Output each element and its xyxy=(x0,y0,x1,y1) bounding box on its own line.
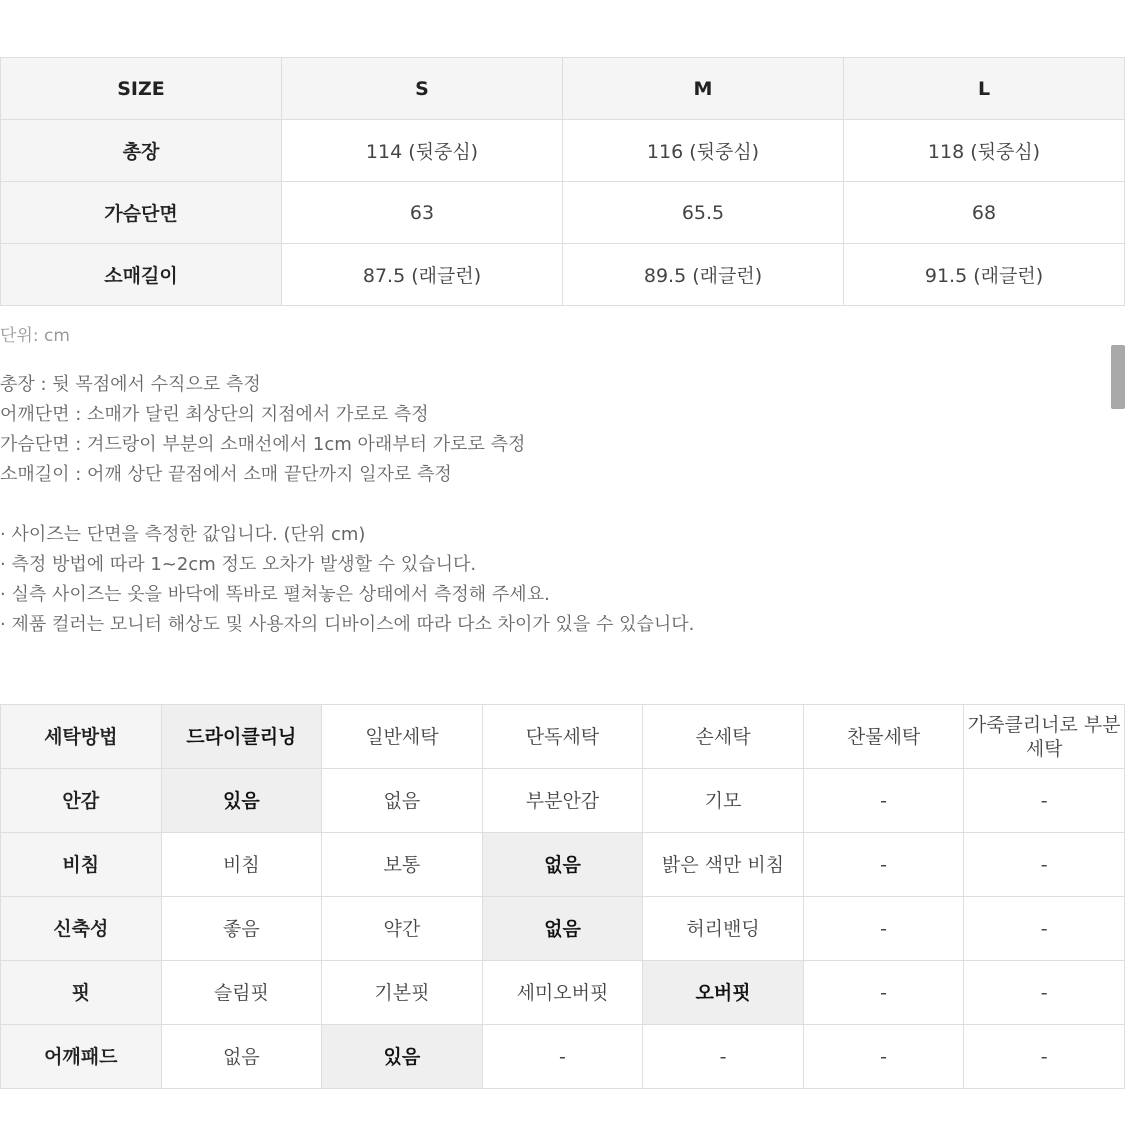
size-table-cell: 91.5 (래글런) xyxy=(844,244,1125,306)
unit-note: 단위: cm xyxy=(0,326,70,346)
care-option-selected: 없음 xyxy=(482,833,643,897)
care-option: 비침 xyxy=(161,833,322,897)
care-option: 세미오버핏 xyxy=(482,961,643,1025)
care-row-label: 세탁방법 xyxy=(1,705,162,769)
size-notes xyxy=(0,520,694,640)
care-option: - xyxy=(803,961,964,1025)
care-option-selected: 있음 xyxy=(161,769,322,833)
size-note: · 실측 사이즈는 옷을 바닥에 똑바로 펼쳐놓은 상태에서 측정해 주세요. xyxy=(0,584,550,605)
care-option: - xyxy=(964,833,1125,897)
measurement-note: 어깨단면 : 소매가 달린 최상단의 지점에서 가로로 측정 xyxy=(0,404,429,425)
size-table-cell: 114 (뒷중심) xyxy=(282,120,563,182)
size-table-header-cell: M xyxy=(563,58,844,120)
care-option-selected: 드라이클리닝 xyxy=(161,705,322,769)
care-row-label: 신축성 xyxy=(1,897,162,961)
care-option: 밝은 색만 비침 xyxy=(643,833,804,897)
care-option: 슬림핏 xyxy=(161,961,322,1025)
care-table-row xyxy=(1,833,1125,897)
care-table-row xyxy=(1,1025,1125,1089)
care-row-label: 어깨패드 xyxy=(1,1025,162,1089)
size-table-header-row xyxy=(1,58,1125,120)
care-option: 없음 xyxy=(322,769,483,833)
size-table-header-cell: L xyxy=(844,58,1125,120)
care-option: 기모 xyxy=(643,769,804,833)
care-option: - xyxy=(964,769,1125,833)
size-table-cell: 87.5 (래글런) xyxy=(282,244,563,306)
size-row-label: 소매길이 xyxy=(1,244,282,306)
care-option: 보통 xyxy=(322,833,483,897)
care-option-selected: 오버핏 xyxy=(643,961,804,1025)
care-option: - xyxy=(803,1025,964,1089)
care-option: - xyxy=(964,1025,1125,1089)
care-option: 손세탁 xyxy=(643,705,804,769)
care-option: - xyxy=(803,833,964,897)
size-table-header-cell: SIZE xyxy=(1,58,282,120)
care-option: 허리밴딩 xyxy=(643,897,804,961)
size-note: · 제품 컬러는 모니터 해상도 및 사용자의 디바이스에 따라 다소 차이가 있을 수 있습니다. xyxy=(0,614,695,635)
measurement-note: 총장 : 뒷 목점에서 수직으로 측정 xyxy=(0,374,261,395)
care-option: 부분안감 xyxy=(482,769,643,833)
scrollbar-thumb[interactable] xyxy=(1111,345,1125,409)
care-row-label: 비침 xyxy=(1,833,162,897)
size-row-label: 총장 xyxy=(1,120,282,182)
care-option: 찬물세탁 xyxy=(803,705,964,769)
measurement-notes xyxy=(0,370,525,490)
care-option: - xyxy=(482,1025,643,1089)
measurement-note: 가슴단면 : 겨드랑이 부분의 소매선에서 1cm 아래부터 가로로 측정 xyxy=(0,434,526,455)
care-table-row xyxy=(1,897,1125,961)
size-table-cell: 89.5 (래글런) xyxy=(563,244,844,306)
care-option: 단독세탁 xyxy=(482,705,643,769)
care-table-row xyxy=(1,769,1125,833)
care-option: - xyxy=(964,961,1125,1025)
size-note: · 측정 방법에 따라 1~2cm 정도 오차가 발생할 수 있습니다. xyxy=(0,554,477,575)
care-option: 가죽클리너로 부분세탁 xyxy=(964,705,1125,769)
care-option: 좋음 xyxy=(161,897,322,961)
size-table-cell: 68 xyxy=(844,182,1125,244)
care-option: - xyxy=(964,897,1125,961)
care-option: 약간 xyxy=(322,897,483,961)
care-option: 일반세탁 xyxy=(322,705,483,769)
care-option-selected: 없음 xyxy=(482,897,643,961)
size-table-cell: 118 (뒷중심) xyxy=(844,120,1125,182)
care-table xyxy=(0,704,1125,1089)
care-option: - xyxy=(803,897,964,961)
care-table-row xyxy=(1,961,1125,1025)
care-row-label: 핏 xyxy=(1,961,162,1025)
care-row-label: 안감 xyxy=(1,769,162,833)
care-option: - xyxy=(803,769,964,833)
size-table xyxy=(0,57,1125,306)
size-table-cell: 65.5 xyxy=(563,182,844,244)
size-table-header-cell: S xyxy=(282,58,563,120)
size-table-row xyxy=(1,182,1125,244)
measurement-note: 소매길이 : 어깨 상단 끝점에서 소매 끝단까지 일자로 측정 xyxy=(0,464,452,485)
size-row-label: 가슴단면 xyxy=(1,182,282,244)
size-note: · 사이즈는 단면을 측정한 값입니다. (단위 cm) xyxy=(0,524,366,545)
care-option: 없음 xyxy=(161,1025,322,1089)
size-table-cell: 116 (뒷중심) xyxy=(563,120,844,182)
care-option: - xyxy=(643,1025,804,1089)
care-option: 기본핏 xyxy=(322,961,483,1025)
size-table-row xyxy=(1,120,1125,182)
size-table-row xyxy=(1,244,1125,306)
care-option-selected: 있음 xyxy=(322,1025,483,1089)
size-table-cell: 63 xyxy=(282,182,563,244)
care-table-row xyxy=(1,705,1125,769)
